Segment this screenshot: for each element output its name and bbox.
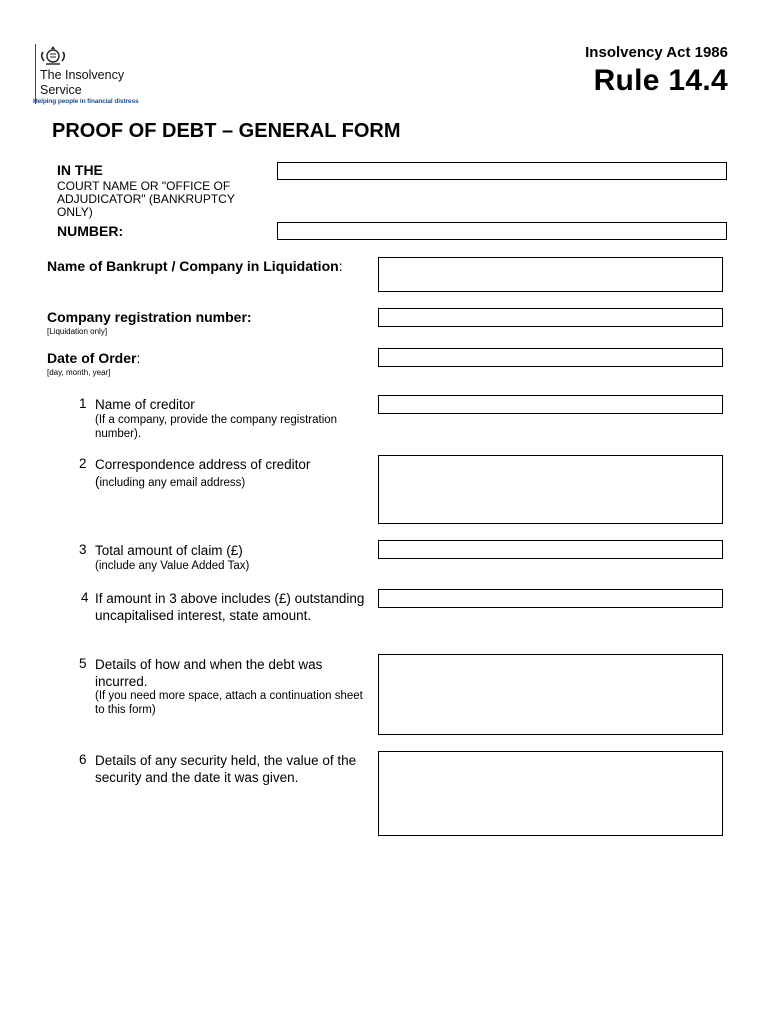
item-hint-creditor-name: (If a company, provide the company registration number). (95, 414, 338, 440)
bankrupt-name-field[interactable] (378, 257, 723, 292)
in-the-label: IN THE (57, 162, 103, 178)
act-reference: Insolvency Act 1986 (585, 44, 728, 61)
security-details-field[interactable] (378, 751, 723, 836)
item-number: 1 (79, 396, 87, 411)
case-number-field[interactable] (277, 222, 727, 240)
form-title: PROOF OF DEBT – GENERAL FORM (52, 120, 401, 142)
date-of-order-label-text: Date of Order (47, 350, 137, 366)
logo-name-line2: Service (40, 83, 82, 97)
item-hint-text: including any email address) (99, 477, 246, 489)
item-hint-total-claim: (include any Value Added Tax) (95, 560, 250, 572)
bankrupt-name-label (47, 258, 343, 274)
item-number: 6 (79, 752, 87, 767)
date-of-order-label (47, 350, 140, 366)
item-label-interest-amount: If amount in 3 above includes (£) outstanding uncapitalised interest, state amount. (95, 591, 365, 623)
item-number: 5 (79, 656, 87, 671)
item-number: 4 (81, 590, 89, 605)
rule-number: Rule 14.4 (593, 64, 728, 97)
item-label-total-claim: Total amount of claim (£) (95, 543, 243, 558)
logo-name-line1: The Insolvency (40, 68, 125, 82)
company-reg-label: Company registration number: (47, 309, 252, 325)
item-number: 3 (79, 542, 87, 557)
correspondence-address-field[interactable] (378, 455, 723, 524)
number-label: NUMBER: (57, 223, 124, 239)
company-reg-hint: [Liquidation only] (47, 327, 108, 336)
company-reg-field[interactable] (378, 308, 723, 327)
bankrupt-name-label-suffix: : (338, 258, 343, 274)
court-name-field[interactable] (277, 162, 727, 180)
item-label-debt-details: Details of how and when the debt was incurred. (95, 657, 323, 689)
date-of-order-hint: [day, month, year] (47, 368, 111, 377)
item-hint-correspondence-address (95, 473, 380, 491)
debt-details-field[interactable] (378, 654, 723, 735)
logo-tagline: Helping people in financial distress (33, 98, 139, 105)
creditor-name-field[interactable] (378, 395, 723, 414)
bankrupt-name-label-text: Name of Bankrupt / Company in Liquidation (47, 258, 339, 274)
logo-name (40, 68, 124, 98)
royal-crest-icon (38, 44, 68, 68)
item-label-correspondence-address: Correspondence address of creditor (95, 457, 311, 472)
date-of-order-field[interactable] (378, 348, 723, 367)
item-label-security-details: Details of any security held, the value of the security and the date it was given. (95, 753, 357, 785)
total-claim-field[interactable] (378, 540, 723, 559)
item-hint-open-paren: ( (95, 474, 100, 489)
item-hint-debt-details: (If you need more space, attach a continuation sheet to this form) (95, 690, 363, 716)
date-of-order-label-suffix: : (136, 350, 141, 366)
court-name-hint: COURT NAME OR "OFFICE OF ADJUDICATOR" (BANKRUPTCY ONLY) (57, 179, 235, 219)
item-number: 2 (79, 456, 87, 471)
interest-amount-field[interactable] (378, 589, 723, 608)
item-label-creditor-name: Name of creditor (95, 397, 195, 412)
logo-divider (35, 44, 36, 104)
